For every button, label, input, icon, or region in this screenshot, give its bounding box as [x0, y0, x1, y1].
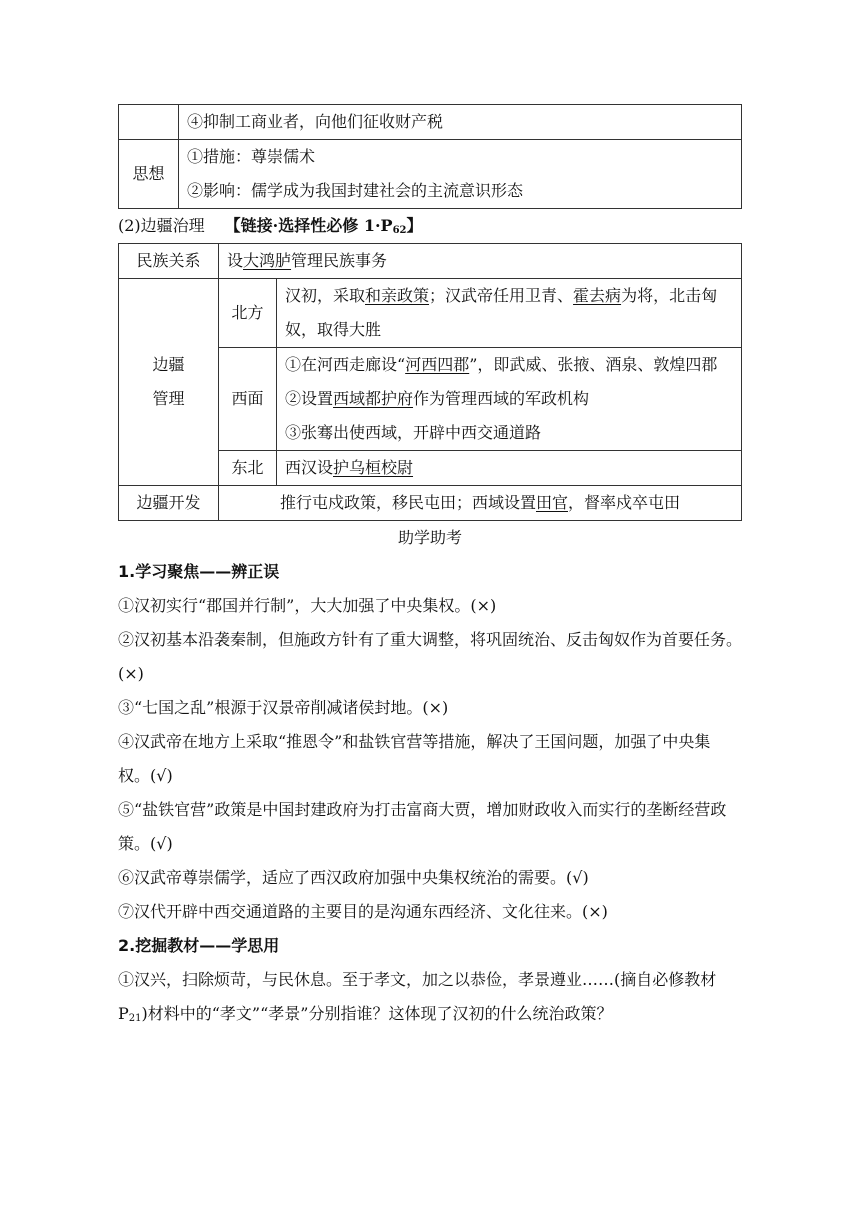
row-label-frontier-admin — [119, 279, 219, 486]
list-item — [118, 963, 742, 1031]
table-row — [119, 279, 742, 348]
table-row — [119, 486, 742, 521]
list-item: ①汉初实行“郡国并行制”，大大加强了中央集权。(×) — [118, 596, 497, 615]
list-item: ③“七国之乱”根源于汉景帝削减诸侯封地。(×) — [118, 698, 449, 717]
table-row — [119, 140, 742, 209]
west-item — [285, 382, 733, 416]
table-cell — [277, 451, 742, 486]
key-term: 护乌桓校尉 — [333, 458, 414, 477]
table-row — [119, 244, 742, 279]
list-item: ⑥汉武帝尊崇儒学，适应了西汉政府加强中央集权统治的需要。(√) — [118, 868, 589, 887]
row-label-development: 边疆开发 — [119, 486, 219, 521]
text: 为将，北击匈奴，取得大胜 — [285, 286, 718, 339]
sub-label-northeast: 东北 — [219, 451, 277, 486]
part1-heading: 1.学习聚焦——辨正误 — [118, 562, 280, 581]
section-title — [118, 209, 742, 243]
helper-title: 助学助考 — [397, 528, 462, 547]
text: ①汉兴，扫除烦苛，与民休息。至于孝文，加之以恭俭，孝景遵业……(摘自必修教材 P — [118, 970, 717, 1023]
row-label-thought: 思想 — [119, 140, 179, 209]
list-item: ②汉初基本沿袭秦制，但施政方针有了重大调整，将巩固统治、反击匈奴作为首要任务。(×) — [118, 630, 743, 683]
frontier-table — [118, 243, 742, 521]
impact-text: ②影响：儒学成为我国封建社会的主流意识形态 — [187, 181, 524, 200]
text: ；汉武帝任用卫青、 — [429, 286, 574, 305]
row-label-ethnic: 民族关系 — [119, 244, 219, 279]
page — [118, 104, 742, 1031]
text: ”，即武威、张掖、酒泉、敦煌四郡 — [469, 355, 718, 374]
link-suffix: 】 — [406, 216, 423, 235]
table-cell — [277, 279, 742, 348]
text: 推行屯戍政策，移民屯田；西域设置 — [279, 493, 536, 512]
table-cell: ④抑制工商业者，向他们征收财产税 — [179, 105, 742, 140]
textbook-link — [225, 216, 423, 235]
text: ②设置 — [285, 389, 334, 408]
text: ①在河西走廊设“ — [285, 355, 406, 374]
list-item: ⑤“盐铁官营”政策是中国封建政府为打击富商大贾，增加财政收入而实行的垄断经营政策。(√) — [118, 800, 727, 853]
key-term: 和亲政策 — [365, 286, 430, 305]
text: 汉初，采取 — [285, 286, 366, 305]
key-term: 河西四郡 — [405, 355, 470, 374]
list-item: ④汉武帝在地方上采取“推恩令”和盐铁官营等措施，解决了王国问题，加强了中央集权。(√) — [118, 732, 711, 785]
table-cell — [219, 486, 742, 521]
sub-label-west: 西面 — [219, 348, 277, 451]
measure-text: ①措施：尊崇儒术 — [187, 147, 316, 166]
key-term: 田官 — [535, 493, 568, 512]
link-prefix: 【链接·选择性必修 1·P — [224, 216, 393, 235]
key-term: 大鸿胪 — [243, 251, 292, 270]
text: 设 — [227, 251, 244, 270]
label-line: 边疆 — [152, 355, 185, 374]
text: )材料中的“孝文”“孝景”分别指谁？这体现了汉初的什么统治政策？ — [141, 1004, 613, 1023]
table-row — [119, 105, 742, 140]
text: ，督率戍卒屯田 — [568, 493, 681, 512]
policy-table — [118, 104, 742, 209]
page-sub: 21 — [128, 1013, 142, 1024]
list-item: ⑦汉代开辟中西交通道路的主要目的是沟通东西经济、文化往来。(×) — [118, 902, 608, 921]
west-item — [285, 348, 733, 382]
text: 管理民族事务 — [291, 251, 388, 270]
empty-cell — [119, 105, 179, 140]
sub-label-north: 北方 — [219, 279, 277, 348]
part2-heading: 2.挖掘教材——学思用 — [118, 936, 280, 955]
label-line: 管理 — [152, 389, 185, 408]
key-term: 霍去病 — [573, 286, 622, 305]
table-cell — [179, 140, 742, 209]
west-item: ③张骞出使西域，开辟中西交通道路 — [285, 423, 542, 442]
table-cell — [277, 348, 742, 451]
key-term: 西域都护府 — [333, 389, 414, 408]
text: 作为管理西域的军政机构 — [413, 389, 590, 408]
text: 西汉设 — [285, 458, 334, 477]
section-title-text: (2)边疆治理 — [118, 216, 205, 235]
table-cell — [219, 244, 742, 279]
link-sub: 62 — [392, 225, 407, 236]
